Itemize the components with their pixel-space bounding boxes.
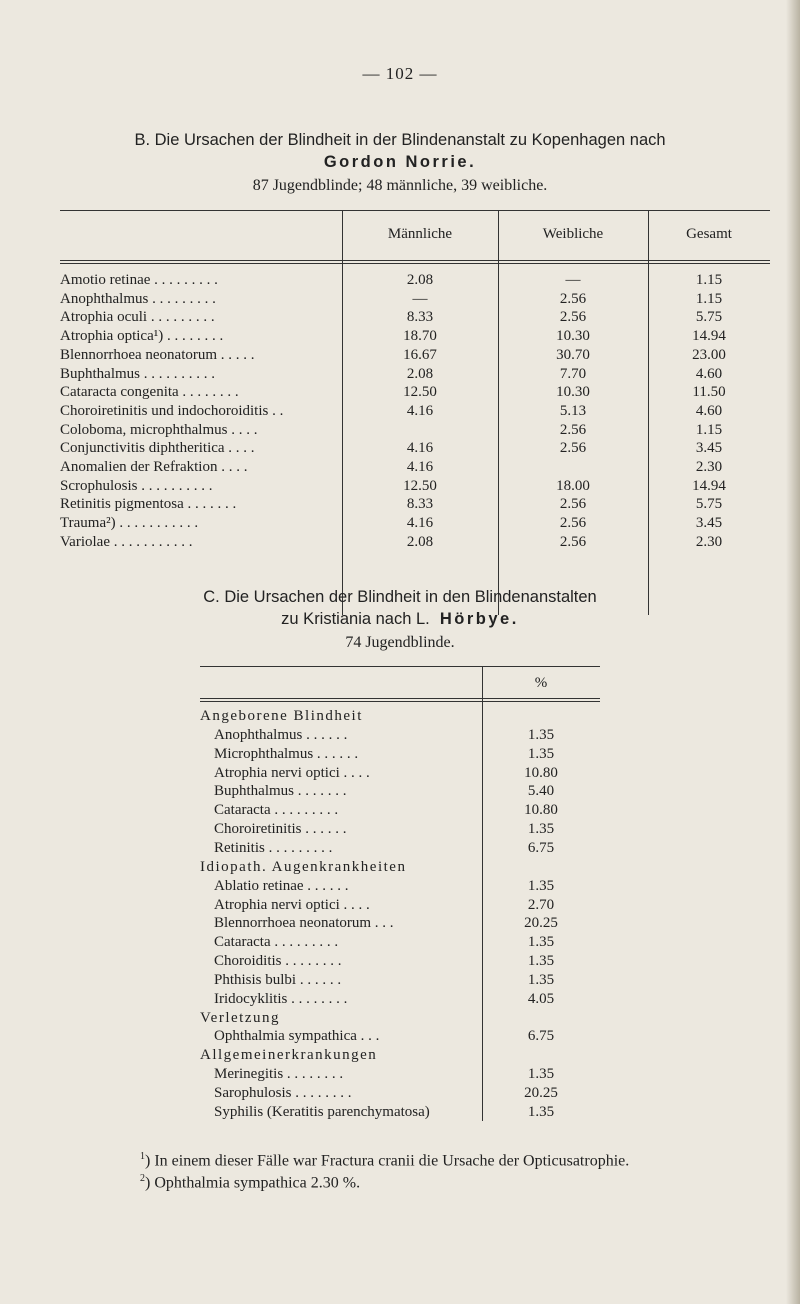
table-c-col-percent: % xyxy=(534,675,548,691)
table-b-cell-gesamt: 14.94 xyxy=(692,477,726,494)
table-b-cell-maennliche: 12.50 xyxy=(403,477,437,494)
table-b-cell-weibliche: 18.00 xyxy=(556,477,590,494)
table-b-cell-weibliche: 5.13 xyxy=(559,402,587,419)
section-b-author-name: Gordon Norrie. xyxy=(323,153,477,171)
table-c-cell-label: Blennorrhoea neonatorum . . . xyxy=(214,915,394,932)
table-b-cell-weibliche: 2.56 xyxy=(559,309,587,326)
table-b-cell-gesamt: 4.60 xyxy=(695,365,723,382)
table-b-cell-label: Retinitis pigmentosa . . . . . . . xyxy=(60,496,237,513)
table-b-cell-weibliche: 2.56 xyxy=(559,515,587,532)
footnote-2: $^2$) Ophthalmia sympathica 2.30 %. xyxy=(140,1173,361,1192)
table-c-cell-percent: 6.75 xyxy=(527,1028,555,1045)
table-b-cell-weibliche: 2.56 xyxy=(559,290,587,307)
table-b-top-rule xyxy=(60,210,770,211)
table-b-cell-maennliche: 4.16 xyxy=(406,402,434,419)
table-b-header-rule-2 xyxy=(60,263,770,264)
table-b-cell-label: Conjunctivitis diphtheritica . . . . xyxy=(60,440,255,457)
footnote-2-mark: 2 xyxy=(140,1173,145,1184)
table-b-cell-label: Scrophulosis . . . . . . . . . . xyxy=(60,477,213,494)
table-c-cell-percent: 2.70 xyxy=(527,896,555,913)
table-b-cell-gesamt: 14.94 xyxy=(692,328,726,345)
table-c-group-heading: Verletzung xyxy=(200,1009,280,1026)
table-b-cell-weibliche: 2.56 xyxy=(559,440,587,457)
table-c-cell-label: Choroiretinitis . . . . . . xyxy=(214,821,347,838)
table-b-cell-maennliche: 12.50 xyxy=(403,384,437,401)
table-b-cell-maennliche: — xyxy=(412,290,428,307)
table-b-cell-label: Anomalien der Refraktion . . . . xyxy=(60,459,248,475)
section-b-subheading: 87 Jugendblinde; 48 männliche, 39 weibliche. xyxy=(252,177,548,194)
table-b xyxy=(60,210,770,615)
table-c-cell-percent: 1.35 xyxy=(527,934,555,951)
table-b-cell-weibliche: 2.56 xyxy=(559,421,587,438)
table-b-cell-gesamt: 5.75 xyxy=(695,309,723,326)
section-c-subheading: 74 Jugendblinde. xyxy=(345,634,455,651)
table-c-cell-percent: 10.80 xyxy=(524,764,558,781)
table-c-cell-percent: 20.25 xyxy=(524,1085,558,1101)
table-c-cell-label: Choroiditis . . . . . . . . xyxy=(214,953,342,970)
table-b-cell-weibliche: 10.30 xyxy=(556,328,590,345)
table-b-col-maennliche: Männliche xyxy=(387,226,453,242)
table-b-cell-weibliche: 10.30 xyxy=(556,384,590,401)
table-c-header-rule-2 xyxy=(200,701,600,702)
table-c-cell-label: Cataracta . . . . . . . . . xyxy=(214,934,339,951)
table-b-cell-maennliche: 18.70 xyxy=(403,328,437,345)
table-b-col-weibliche: Weibliche xyxy=(542,226,604,242)
table-b-cell-maennliche: 4.16 xyxy=(406,459,434,475)
table-b-cell-maennliche: 16.67 xyxy=(403,346,437,363)
table-c-cell-percent: 1.35 xyxy=(527,821,555,838)
table-b-cell-maennliche: 4.16 xyxy=(406,440,434,457)
footnote-1-mark: 1 xyxy=(140,1151,145,1162)
section-c-author-prefix: zu Kristiania nach L. xyxy=(281,610,430,628)
section-c-title: C. Die Ursachen der Blindheit in den Blindenanstalten xyxy=(203,588,597,606)
table-c-cell-percent: 1.35 xyxy=(527,953,555,970)
table-b-col-gesamt: Gesamt xyxy=(686,226,732,242)
table-c-cell-percent: 1.35 xyxy=(527,745,555,762)
table-c-cell-percent: 6.75 xyxy=(527,839,555,856)
table-b-cell-label: Blennorrhoea neonatorum . . . . . xyxy=(60,346,255,363)
table-c-cell-label: Anophthalmus . . . . . . xyxy=(214,726,348,743)
table-b-cell-label: Atrophia oculi . . . . . . . . . xyxy=(60,309,215,326)
table-b-cell-gesamt: 23.00 xyxy=(692,346,726,363)
table-b-cell-label: Amotio retinae . . . . . . . . . xyxy=(60,272,218,288)
table-b-cell-weibliche: — xyxy=(565,272,581,288)
table-b-cell-gesamt: 1.15 xyxy=(695,272,723,288)
table-b-cell-weibliche: 7.70 xyxy=(559,365,587,382)
table-b-cell-maennliche: 8.33 xyxy=(406,309,434,326)
table-b-cell-maennliche: 4.16 xyxy=(406,515,434,532)
table-c-cell-label: Microphthalmus . . . . . . xyxy=(214,745,359,762)
table-c-cell-label: Merinegitis . . . . . . . . xyxy=(214,1066,344,1083)
table-b-cell-label: Cataracta congenita . . . . . . . . xyxy=(60,384,239,401)
table-c-cell-percent: 1.35 xyxy=(527,1103,555,1120)
table-c-cell-label: Iridocyklitis . . . . . . . . xyxy=(214,990,348,1007)
section-b-heading xyxy=(0,130,800,150)
footnote-2-text: Ophthalmia sympathica 2.30 %. xyxy=(154,1174,361,1192)
table-b-cell-gesamt: 2.30 xyxy=(695,459,723,475)
section-c-author-name: Hörbye. xyxy=(439,610,519,628)
section-b-title: B. Die Ursachen der Blindheit in der Blindenanstalt zu Kopenhagen nach xyxy=(134,131,666,149)
table-b-header-rule xyxy=(60,260,770,261)
table-b-cell-label: Anophthalmus . . . . . . . . . xyxy=(60,290,216,307)
table-c-group-heading: Angeborene Blindheit xyxy=(200,708,363,724)
section-b-author xyxy=(0,152,800,172)
table-c-cell-label: Ophthalmia sympathica . . . xyxy=(214,1028,380,1045)
table-c-cell-percent: 1.35 xyxy=(527,726,555,743)
table-b-cell-gesamt: 3.45 xyxy=(695,440,723,457)
table-b-cell-maennliche: 8.33 xyxy=(406,496,434,513)
table-c-cell-label: Syphilis (Keratitis parenchymatosa) xyxy=(214,1103,430,1120)
table-b-cell-maennliche: 2.08 xyxy=(406,365,434,382)
table-c-cell-percent: 20.25 xyxy=(524,915,558,932)
page-number: — 102 — xyxy=(362,64,438,83)
table-c-cell-label: Atrophia nervi optici . . . . xyxy=(214,764,370,781)
table-c-cell-label: Retinitis . . . . . . . . . xyxy=(214,839,333,856)
table-b-cell-label: Atrophia optica¹) . . . . . . . . xyxy=(60,328,224,345)
table-b-cell-gesamt: 2.30 xyxy=(695,533,723,550)
table-c-cell-percent: 1.35 xyxy=(527,877,555,894)
table-c-cell-label: Buphthalmus . . . . . . . xyxy=(214,783,347,800)
table-b-cell-gesamt: 1.15 xyxy=(695,421,723,438)
table-b-cell-label: Coloboma, microphthalmus . . . . xyxy=(60,421,258,438)
table-c-cell-label: Ablatio retinae . . . . . . xyxy=(214,877,349,894)
table-c-cell-label: Sarophulosis . . . . . . . . xyxy=(214,1085,352,1101)
table-b-cell-gesamt: 5.75 xyxy=(695,496,723,513)
table-c-group-heading: Allgemeinerkrankungen xyxy=(200,1047,378,1064)
footnote-1: $^1$) In einem dieser Fälle war Fractura cranii die Ursache der Opticusatrophie. xyxy=(140,1151,630,1170)
table-b-cell-gesamt: 11.50 xyxy=(692,384,726,401)
table-c xyxy=(200,666,600,1121)
table-c-cell-label: Cataracta . . . . . . . . . xyxy=(214,802,339,819)
section-c-author xyxy=(0,609,800,629)
table-c-header-rule xyxy=(200,698,600,699)
table-c-group-heading: Idiopath. Augenkrankheiten xyxy=(200,858,407,875)
table-b-cell-label: Trauma²) . . . . . . . . . . . xyxy=(60,515,199,532)
table-c-cell-percent: 1.35 xyxy=(527,971,555,988)
table-c-cell-percent: 4.05 xyxy=(527,990,555,1007)
table-c-top-rule xyxy=(200,666,600,667)
table-b-cell-weibliche: 30.70 xyxy=(556,346,590,363)
table-b-cell-gesamt: 4.60 xyxy=(695,402,723,419)
table-c-cell-percent: 1.35 xyxy=(527,1066,555,1083)
table-b-cell-label: Choroiretinitis und indochoroiditis . . xyxy=(60,402,284,419)
table-b-cell-gesamt: 1.15 xyxy=(695,290,723,307)
table-b-cell-maennliche: 2.08 xyxy=(406,272,434,288)
footnote-1-text: In einem dieser Fälle war Fractura cranii die Ursache der Opticusatrophie. xyxy=(154,1152,630,1170)
table-b-cell-label: Buphthalmus . . . . . . . . . . xyxy=(60,365,216,382)
table-c-cell-label: Atrophia nervi optici . . . . xyxy=(214,896,370,913)
table-c-cell-percent: 5.40 xyxy=(527,783,555,800)
section-c-heading xyxy=(0,587,800,607)
table-b-cell-maennliche: 2.08 xyxy=(406,533,434,550)
table-b-cell-weibliche: 2.56 xyxy=(559,533,587,550)
table-b-cell-gesamt: 3.45 xyxy=(695,515,723,532)
table-b-cell-weibliche: 2.56 xyxy=(559,496,587,513)
table-b-cell-label: Variolae . . . . . . . . . . . xyxy=(60,533,193,550)
table-c-cell-label: Phthisis bulbi . . . . . . xyxy=(214,971,342,988)
table-c-cell-percent: 10.80 xyxy=(524,802,558,819)
